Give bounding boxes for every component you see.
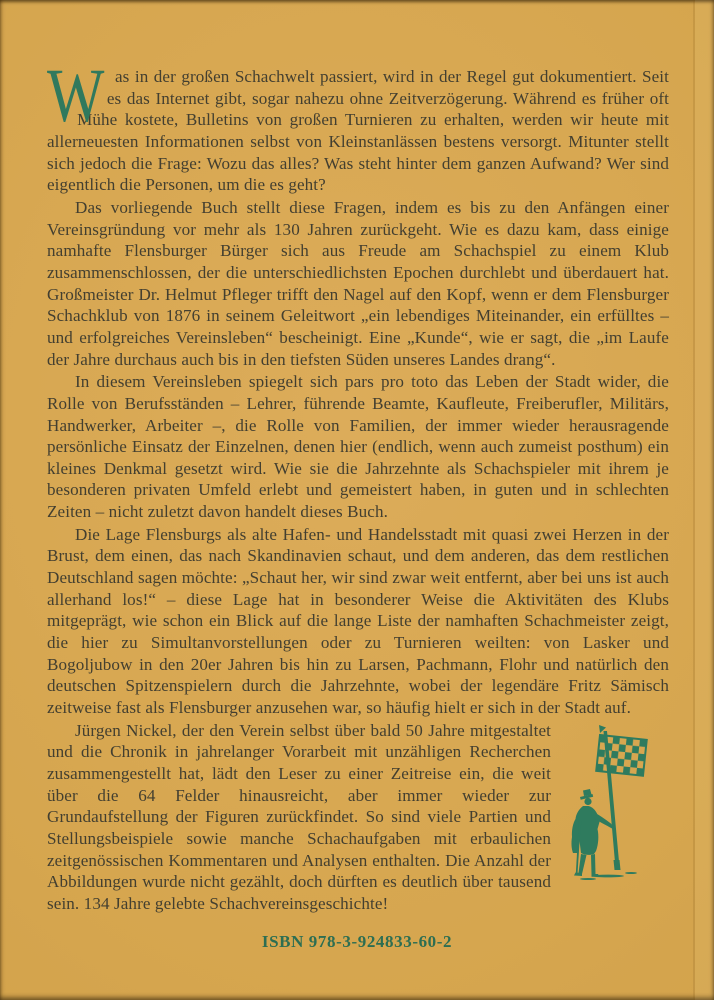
cover-edge-highlight bbox=[695, 0, 714, 1000]
blurb-paragraph bbox=[47, 720, 669, 915]
blurb bbox=[47, 54, 669, 916]
paragraph-text: as in der großen Schachwelt passiert, wird in der Regel gut dokumentiert. Seit es das Internet gibt, sogar nahezu ohne Zeitverzögerung. Während es früher oft Mühe kostete, Bulletins von großen Turnieren zu erhalten, werden wir heute mit allerneuesten Informationen selbst von Kleinstanlässen bestens versorgt. Mitunter stellt sich jedoch die Frage: Wozu das alles? Was steht hinter dem ganzen Aufwand? Wer sind eigentlich die Personen, um die es geht? bbox=[47, 67, 669, 195]
blurb-paragraph: Das vorliegende Buch stellt diese Fragen, indem es bis zu den Anfängen einer Vereinsgründung vor mehr als 130 Jahren zurückgeht. Wie es dazu kam, dass einige namhafte Flensburger Bürger sich aus Freude am Schachspiel zu einem Klub zusammenschlossen, der die unterschiedlichsten Epochen durchlebt und überdauert hat. Großmeister Dr. Helmut Pfleger trifft den Nagel auf den Kopf, wenn er dem Flensburger Schachklub von 1876 in seinem Geleitwort „ein lebendiges Miteinander, ein erfülltes – und erfolgreiches Vereinsleben“ bescheinigt. Eine „Kunde“, wie er sagt, die „im Laufe der Jahre durchaus auch bis in den tiefsten Süden unseres Landes drang“. bbox=[47, 197, 669, 369]
blurb-paragraph: In diesem Vereinsleben spiegelt sich pars pro toto das Leben der Stadt wider, die Rolle von Berufsständen – Lehrer, führende Beamte, Kaufleute, Freiberufler, Militärs, Handwerker, Arbeiter –, die Rolle von Familien, der immer wieder herausragende persönliche Einsatz der Einzelnen, denen hier (endlich, wenn auch zumeist posthum) ein kleines Denkmal gesetzt wird. Wie sie die Jahrzehnte als Schachspieler mit ihrem je besonderen privaten Umfeld erlebt und gemeistert haben, in guten und in schlechten Zeiten – nicht zuletzt davon handelt dieses Buch. bbox=[47, 372, 669, 522]
blurb-paragraph: Die Lage Flensburgs als alte Hafen- und Handelsstadt mit quasi zwei Herzen in der Brust, dem einen, das nach Skandinavien schaut, und dem anderen, das dem restlichen Deutschland sagen möchte: „Schaut her, wir sind zwar weit entfernt, aber bei uns ist auch allerhand los!“ – diese Lage hat in besonderer Weise die Aktivitäten des Klubs mitgeprägt, wie schon ein Blick auf die lange Liste der namhaften Schachmeister zeigt, die hier zu Simultanvorstellungen oder zu Turnieren weilten: von Lasker und Bogoljubow in den 20er Jahren bis hin zu Larsen, Pachmann, Flohr und natürlich den deutschen Spitzenspielern durch die Jahrzehnte, wobei der legendäre Fritz Sämisch zeitweise fast als Flensburger anzusehen war, so häufig hielt er sich in der Stadt auf. bbox=[47, 524, 669, 718]
blurb-paragraph bbox=[47, 54, 669, 196]
paragraph-text: Jürgen Nickel, der den Verein selbst über bald 50 Jahre mitgestaltet und die Chronik in jahrelanger Vorarbeit mit unzähligen Recherchen zusammengestellt hat, lädt den Leser zu einer Zeitreise ein, die weit über die 64 Felder hinausreicht, aber immer wieder zur Grundaufstellung der Figuren zurückfindet. So sind viele Partien und Stellungsbeispiele sowie manche Schachaufgaben mit erbaulichen zeitgenössischen Kommentaren und Analysen enthalten. Die Anzahl der Abbildungen wurde nicht gezählt, doch dürften es deutlich über tausend sein. 134 Jahre gelebte Schachvereinsgeschichte! bbox=[47, 720, 551, 913]
dropcap-letter: W bbox=[47, 54, 105, 138]
chess-flag-bearer-icon bbox=[563, 724, 663, 886]
isbn-label: ISBN 978-3-924833-60-2 bbox=[261, 932, 453, 951]
